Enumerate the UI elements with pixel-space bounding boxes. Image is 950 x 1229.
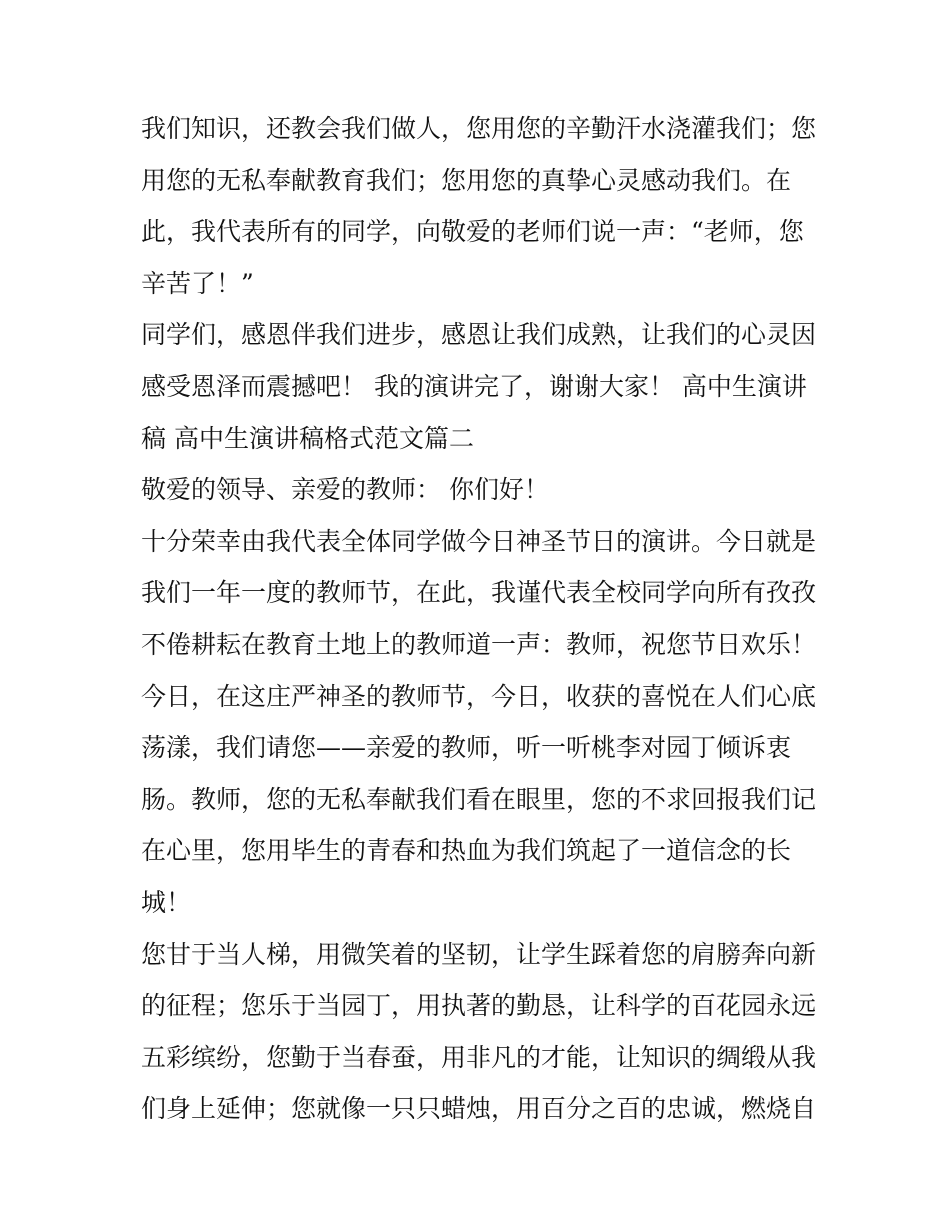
text-line: 同学们，感恩伴我们进步，感恩让我们成熟，让我们的心灵因 <box>141 320 817 350</box>
text-line: 此，我代表所有的同学，向敬爱的老师们说一声：“老师，您 <box>141 217 804 247</box>
body-text <box>141 103 821 1135</box>
text-line: 稿 高中生演讲稿格式范文篇二 <box>141 423 474 453</box>
text-line: 辛苦了！” <box>141 268 254 298</box>
text-line: 在心里，您用毕生的青春和热血为我们筑起了一道信念的长 <box>141 836 792 866</box>
text-line: 我们知识，还教会我们做人，您用您的辛勤汗水浇灌我们；您 <box>141 114 817 143</box>
text-line: 十分荣幸由我代表全体同学做今日神圣节日的演讲。今日就是 <box>141 526 817 556</box>
text-line: 们身上延伸；您就像一只只蜡烛，用百分之百的忠诚，燃烧自 <box>141 1094 817 1124</box>
text-line: 敬爱的领导、亲爱的教师： 你们好！ <box>141 475 549 505</box>
text-line: 我们一年一度的教师节，在此，我谨代表全校同学向所有孜孜 <box>141 578 817 608</box>
text-line: 您甘于当人梯，用微笑着的坚韧，让学生踩着您的肩膀奔向新 <box>141 939 817 969</box>
text-line: 城！ <box>141 887 192 917</box>
text-line: 不倦耕耘在教育土地上的教师道一声：教师，祝您节日欢乐！ <box>141 629 817 659</box>
text-line: 肠。教师，您的无私奉献我们看在眼里，您的不求回报我们记 <box>141 784 817 814</box>
text-line: 今日，在这庄严神圣的教师节，今日，收获的喜悦在人们心底 <box>141 681 817 711</box>
text-line: 的征程；您乐于当园丁，用执著的勤恳，让科学的百花园永远 <box>141 991 817 1021</box>
text-line: 感受恩泽而震撼吧！ 我的演讲完了，谢谢大家！ 高中生演讲 <box>141 371 807 401</box>
text-line: 五彩缤纷，您勤于当春蚕，用非凡的才能，让知识的绸缎从我 <box>141 1042 817 1072</box>
text-line: 用您的无私奉献教育我们；您用您的真挚心灵感动我们。在 <box>141 165 792 195</box>
text-line: 荡漾，我们请您——亲爱的教师，听一听桃李对园丁倾诉衷 <box>141 733 792 763</box>
